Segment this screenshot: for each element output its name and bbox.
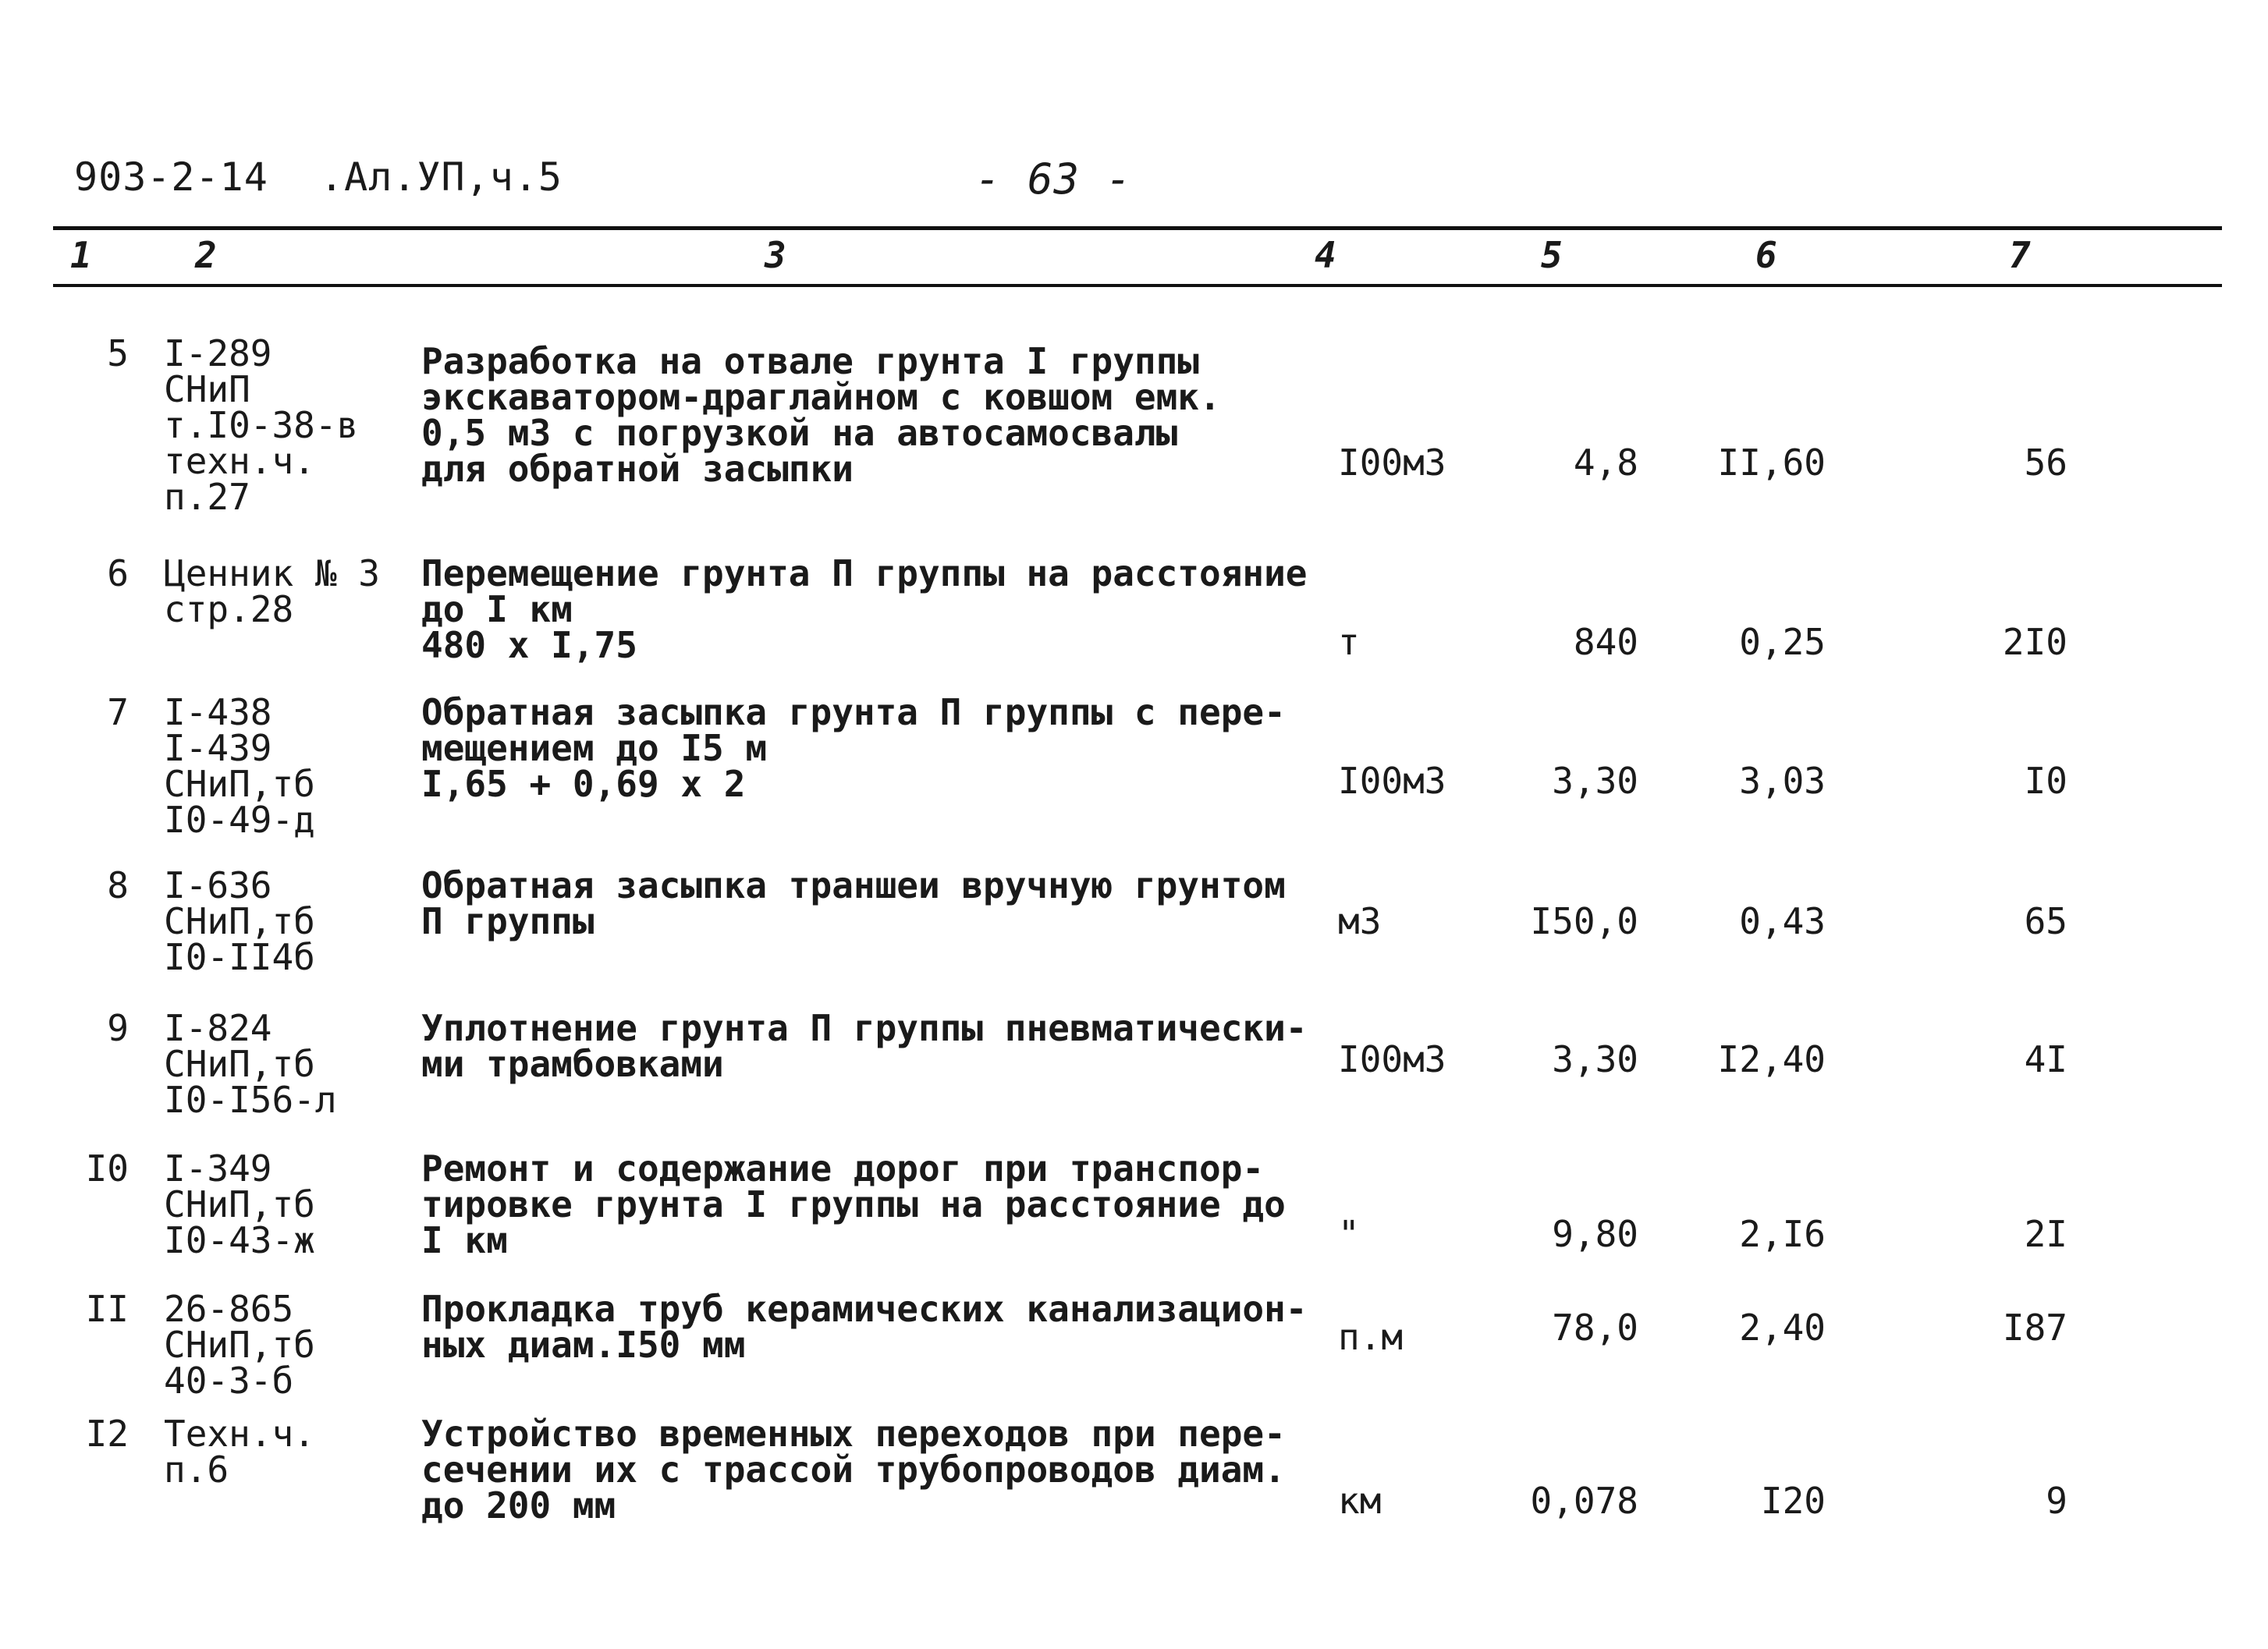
- unit-price: 3,03: [1739, 760, 1826, 802]
- unit: I00м3: [1338, 442, 1446, 484]
- quantity: 9,80: [1552, 1213, 1638, 1255]
- quantity: I50,0: [1530, 900, 1638, 942]
- row-number: 8: [107, 864, 129, 906]
- unit: I00м3: [1338, 1038, 1446, 1080]
- unit: I00м3: [1338, 760, 1446, 802]
- total-cost: 65: [2024, 900, 2067, 942]
- table-top-rule: [53, 226, 2222, 230]
- column-number-1: 1: [70, 234, 92, 276]
- row-number: 5: [107, 332, 129, 374]
- row-number: II: [85, 1288, 129, 1330]
- quantity: 0,078: [1530, 1480, 1638, 1522]
- quantity: 78,0: [1552, 1307, 1638, 1349]
- work-description: Перемещение грунта П группы на расстояние до I км 480 х I,75: [421, 552, 1308, 666]
- column-number-7: 7: [2009, 234, 2031, 276]
- norm-reference: Техн.ч. п.6: [164, 1413, 315, 1491]
- unit: км: [1338, 1480, 1382, 1522]
- unit-price: 0,25: [1739, 621, 1826, 663]
- column-number-3: 3: [765, 234, 786, 276]
- document-code: 903-2-14: [74, 154, 268, 200]
- unit-price: I2,40: [1717, 1038, 1826, 1080]
- work-description: Прокладка труб керамических канализацион- ных диам.I50 мм: [421, 1288, 1308, 1366]
- quantity: 4,8: [1573, 442, 1638, 484]
- total-cost: 2I0: [2002, 621, 2067, 663]
- unit: т: [1338, 621, 1360, 663]
- album-reference: .Ал.УП,ч.5: [320, 154, 563, 200]
- unit: п.м: [1338, 1316, 1404, 1358]
- row-number: 6: [107, 552, 129, 594]
- norm-reference: Ценник № 3 стр.28: [164, 552, 380, 630]
- column-number-4: 4: [1315, 234, 1336, 276]
- norm-reference: I-438 I-439 СНиП,тб I0-49-д: [164, 691, 315, 841]
- total-cost: 4I: [2024, 1038, 2067, 1080]
- table-header-rule: [53, 284, 2222, 287]
- column-number-6: 6: [1755, 234, 1777, 276]
- total-cost: 9: [2046, 1480, 2067, 1522]
- total-cost: 2I: [2024, 1213, 2067, 1255]
- work-description: Обратная засыпка грунта П группы с пере- мещением до I5 м I,65 + 0,69 х 2: [421, 691, 1286, 805]
- unit-price: II,60: [1717, 442, 1826, 484]
- total-cost: 56: [2024, 442, 2067, 484]
- page-number: - 63 -: [975, 154, 1133, 204]
- total-cost: I0: [2024, 760, 2067, 802]
- unit: м3: [1338, 900, 1382, 942]
- column-number-5: 5: [1541, 234, 1563, 276]
- work-description: Уплотнение грунта П группы пневматически- ми трамбовками: [421, 1007, 1308, 1085]
- quantity: 3,30: [1552, 1038, 1638, 1080]
- norm-reference: I-289 СНиП т.I0-38-в техн.ч. п.27: [164, 332, 359, 518]
- unit-price: 0,43: [1739, 900, 1826, 942]
- norm-reference: I-349 СНиП,тб I0-43-ж: [164, 1147, 315, 1261]
- column-number-2: 2: [195, 234, 217, 276]
- quantity: 840: [1573, 621, 1638, 663]
- unit-price: 2,40: [1739, 1307, 1826, 1349]
- row-number: I2: [85, 1413, 129, 1455]
- norm-reference: I-824 СНиП,тб I0-I56-л: [164, 1007, 337, 1121]
- norm-reference: I-636 СНиП,тб I0-II4б: [164, 864, 315, 978]
- work-description: Разработка на отвале грунта I группы экскаватором-драглайном с ковшом емк. 0,5 м3 с погрузкой на автосамосвалы для обратной засыпки: [421, 340, 1221, 490]
- unit-price: I20: [1760, 1480, 1826, 1522]
- row-number: I0: [85, 1147, 129, 1190]
- unit-price: 2,I6: [1739, 1213, 1826, 1255]
- norm-reference: 26-865 СНиП,тб 40-3-б: [164, 1288, 315, 1402]
- row-number: 9: [107, 1007, 129, 1049]
- total-cost: I87: [2002, 1307, 2067, 1349]
- row-number: 7: [107, 691, 129, 733]
- quantity: 3,30: [1552, 760, 1638, 802]
- work-description: Устройство временных переходов при пере- сечении их с трассой трубопроводов диам. до 200 мм: [421, 1413, 1286, 1527]
- unit: ": [1338, 1213, 1360, 1255]
- work-description: Обратная засыпка траншеи вручную грунтом П группы: [421, 864, 1286, 942]
- work-description: Ремонт и содержание дорог при транспор- тировке грунта I группы на расстояние до I км: [421, 1147, 1286, 1261]
